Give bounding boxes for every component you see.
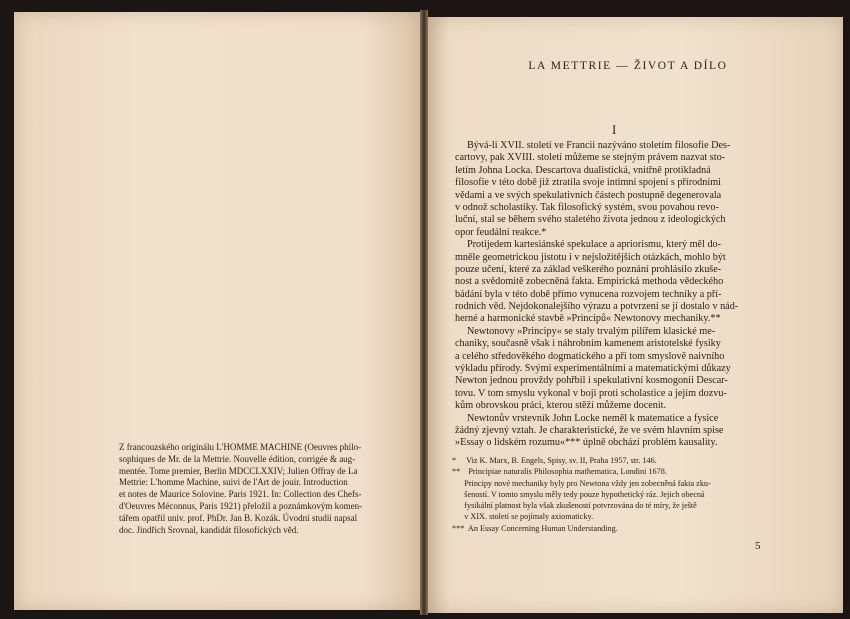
footnote-line: *** An Essay Concerning Human Understanding. [452, 523, 618, 533]
chapter-number: I [612, 122, 617, 137]
colophon-line: et notes de Maurice Solovine. Paris 1921. In: Collection des Chefs- [119, 489, 362, 500]
body-line: vědami a ve svých spekulativních částech postupně degenerovala [455, 189, 722, 201]
body-line: Protijedem kartesiánské spekulace a apriorismu, který měl do- [467, 239, 722, 251]
footnote-line: šeností. V tomto smyslu měly tedy pouze hypothetický ráz. Jejich obecná [452, 489, 705, 499]
colophon-line: d'Oeuvres Méconnus, Paris 1921) přeložil a poznámkovým komen- [119, 500, 363, 511]
body-line: v odnož scholastiky. Tak filosofický systém, svou povahou revo- [455, 201, 719, 213]
footnote-line: Principy nové mechaniky byly pro Newtona vždy jen zobecněná fakta zku- [452, 478, 711, 488]
body-line: nost a svědomitě zobecněná fakta. Empirická methoda vědeckého [455, 276, 724, 288]
body-line: chaniky, současně však i náhrobním kamenem aristotelské fysiky [455, 338, 721, 350]
body-line: a celého středověkého dogmatického a při tom smyslově naivního [455, 350, 725, 362]
body-line: herné a harmonické stavbě »Principů« Newtonovy mechaniky.** [455, 313, 721, 325]
body-line: cartovy, pak XVIII. století můžeme se stejným právem nazvat sto- [455, 152, 726, 164]
colophon-line: Mettrie: L'homme Machine, suivi de l'Art de jouir. Introduction [119, 477, 348, 488]
body-line: Newtonův vrstevník John Locke neměl k matematice a fysice [467, 412, 719, 424]
page-number: 5 [755, 540, 761, 552]
footnote-line: ** Principiae naturalis Philosophia mathematica, Londini 1678. [452, 467, 667, 477]
body-line: Newtonovy »Principy« se staly trvalým pilířem klasické me- [467, 325, 716, 337]
body-line: mněle geometrickou jistotu i v nejsložitějších otázkách, mohlo být [455, 251, 726, 263]
colophon-line: Z francouzského originálu L'HOMME MACHINE (Oeuvres philo- [119, 442, 362, 452]
body-line: filosofie v této době již ztratila svoje intimní spojení s přírodními [455, 177, 721, 189]
body-line: rodních věd. Nejdokonalejšího výrazu a potvrzení se jí dostalo v nád- [455, 301, 739, 313]
body-line: žádný zjevný vztah. Je charakteristické, že ve svém hlavním spise [455, 424, 724, 436]
body-line: luční, stal se během svého staletého života jednou z ideologických [455, 214, 726, 226]
footnote-line: * Viz K. Marx, B. Engels, Spisy, sv. II, Praha 1957, str. 146. [452, 456, 657, 465]
body-line: bádání byla v této době přímo vynucena rozvojem techniky a pří- [455, 288, 722, 300]
footnote-line: v XIX. století se pojímaly axiomaticky. [452, 512, 594, 522]
footnote-line: fysikální platnost byla však zkušeností potvrzována do té míry, že ještě [452, 501, 697, 511]
colophon-line: sophiques de Mr. de la Mettrie. Nouvelle édition, corrigée & aug- [119, 453, 356, 464]
body-line: kům obrovskou práci, kterou stěží můžeme docenit. [455, 400, 667, 412]
body-line: tovu. V tom smyslu vykonal v boji proti scholastice a jejím dozvu- [455, 387, 727, 399]
colophon-line: mentée. Tome premier, Berlin MDCCLXXIV; Julien Offray de La [119, 465, 358, 476]
running-head: LA METTRIE — ŽIVOT A DÍLO [528, 60, 728, 72]
colophon-line: doc. Jindřich Srovnal, kandidát filosofických věd. [119, 524, 299, 535]
colophon [119, 442, 409, 536]
body-line: letím Johna Locka. Descartova dualistická, vnitřně protikladná [455, 164, 711, 176]
body-line: pouze učení, které za základ veškerého poznání prohlásilo zkuše- [455, 263, 722, 275]
body-text [455, 140, 775, 450]
body-line: výkladu přírody. Svými experimentálními a matematickými důkazy [455, 363, 731, 375]
colophon-line: tářem opatřil univ. prof. PhDr. Jan B. Kozák. Úvodní studii napsal [119, 512, 358, 523]
body-line: Newton jednou provždy pohřbil i spekulativní kosmogonii Descar- [455, 375, 728, 387]
body-line: Bývá-li XVII. století ve Francii nazýváno stoletím filosofie Des- [467, 140, 731, 151]
body-line: opor feudální reakce.* [455, 226, 547, 238]
book-gutter [420, 10, 428, 615]
footnotes [452, 455, 777, 534]
body-line: »Essay o lidském rozumu«*** úplně obchází problém kausality. [455, 437, 718, 449]
